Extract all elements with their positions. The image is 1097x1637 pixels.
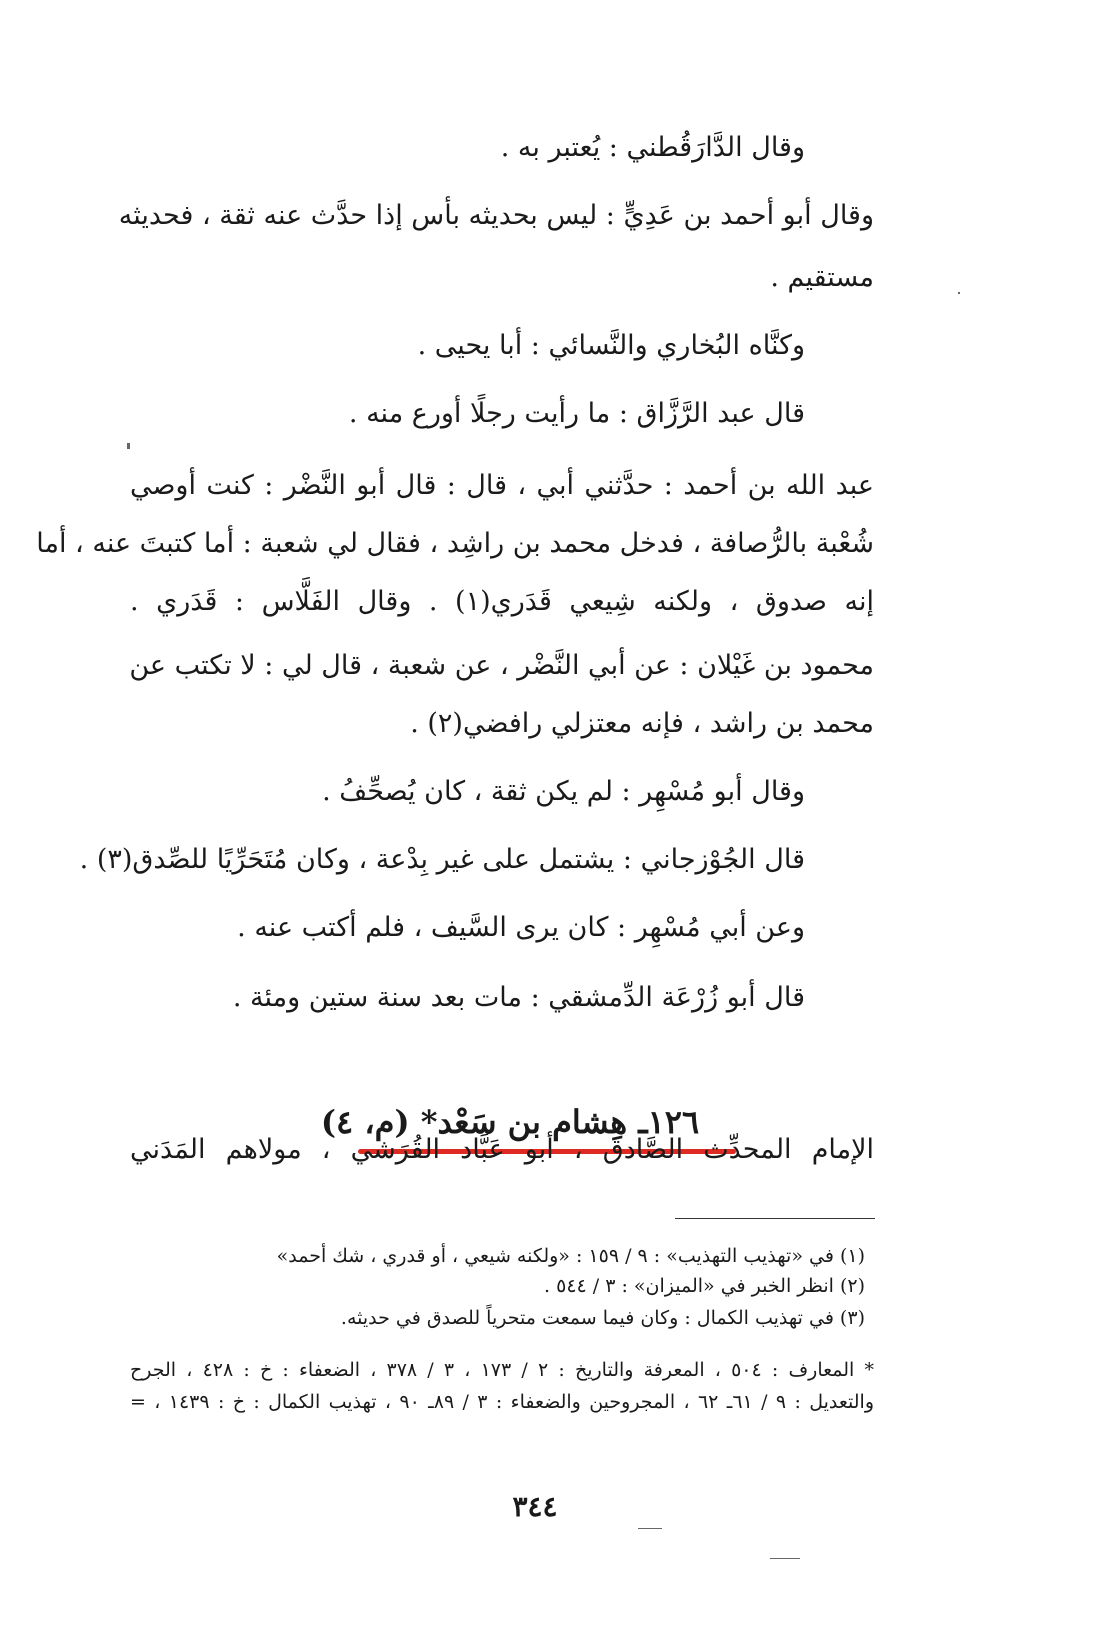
text-line: مستقيم . bbox=[770, 262, 874, 293]
entry-intro-line: الإمام المحدِّث الصَّادق ، أبو عَبَّاد القُرَشي ، مولاهم المَدَني bbox=[130, 1134, 874, 1165]
footnote: (٣) في تهذيب الكمال : وكان فيما سمعت متحرياً للصدق في حديثه. bbox=[340, 1307, 865, 1329]
scan-speck bbox=[958, 292, 960, 294]
footnote: (٢) انظر الخبر في «الميزان» : ٣ / ٥٤٤ . bbox=[544, 1275, 865, 1297]
source-note-line: والتعديل : ٩ / ٦١ـ ٦٢ ، المجروحين والضعفاء : ٣ / ٨٩ـ ٩٠ ، تهذيب الكمال : خ : ١٤٣٩ ، = bbox=[130, 1391, 875, 1413]
footnote-separator bbox=[675, 1218, 875, 1219]
text-line: قال عبد الرَّزَّاق : ما رأيت رجلًا أورع منه . bbox=[348, 398, 805, 429]
text-line: إنه صدوق ، ولكنه شِيعي قَدَري(١) . وقال الفَلَّاس : قَدَري . bbox=[130, 586, 874, 617]
scan-speck bbox=[127, 443, 130, 449]
scan-speck bbox=[638, 1528, 662, 1529]
text-line: قال الجُوْزجاني : يشتمل على غير بِدْعة ، وكان مُتَحَرِّيًا للصِّدق(٣) . bbox=[79, 844, 805, 875]
text-line: وعن أبي مُسْهِر : كان يرى السَّيف ، فلم أكتب عنه . bbox=[237, 912, 805, 943]
page-number: ٣٤٤ bbox=[512, 1490, 558, 1523]
text-line: شُعْبة بالرُّصافة ، فدخل محمد بن راشِد ، فقال لي شعبة : أما كتبتَ عنه ، أما bbox=[36, 528, 874, 559]
text-line: وقال الدَّارَقُطني : يُعتبر به . bbox=[500, 132, 805, 163]
text-line: وقال أبو مُسْهِر : لم يكن ثقة ، كان يُصحِّفُ . bbox=[322, 776, 805, 807]
source-note-line: * المعارف : ٥٠٤ ، المعرفة والتاريخ : ٢ / ١٧٣ ، ٣ / ٣٧٨ ، الضعفاء : خ : ٤٢٨ ، الجرح bbox=[130, 1359, 875, 1381]
entry-heading: ١٢٦ـ هِشام بن سَعْد* (م، ٤) bbox=[320, 1103, 700, 1141]
text-line: عبد الله بن أحمد : حدَّثني أبي ، قال : قال أبو النَّضْر : كنت أوصي bbox=[130, 470, 874, 501]
text-line: محمود بن غَيْلان : عن أبي النَّضْر ، عن شعبة ، قال لي : لا تكتب عن bbox=[129, 650, 874, 681]
text-line: وقال أبو أحمد بن عَدِيٍّ : ليس بحديثه بأس إذا حدَّث عنه ثقة ، فحديثه bbox=[118, 200, 874, 231]
text-line: قال أبو زُرْعَة الدِّمشقي : مات بعد سنة ستين ومئة . bbox=[232, 982, 805, 1013]
text-line: محمد بن راشد ، فإنه معتزلي رافضي(٢) . bbox=[410, 708, 874, 739]
text-line: وكنَّاه البُخاري والنَّسائي : أبا يحيى . bbox=[417, 330, 805, 361]
footnote: (١) في «تهذيب التهذيب» : ٩ / ١٥٩ : «ولكنه شيعي ، أو قدري ، شك أحمد» bbox=[276, 1245, 865, 1267]
scan-speck bbox=[770, 1558, 800, 1559]
